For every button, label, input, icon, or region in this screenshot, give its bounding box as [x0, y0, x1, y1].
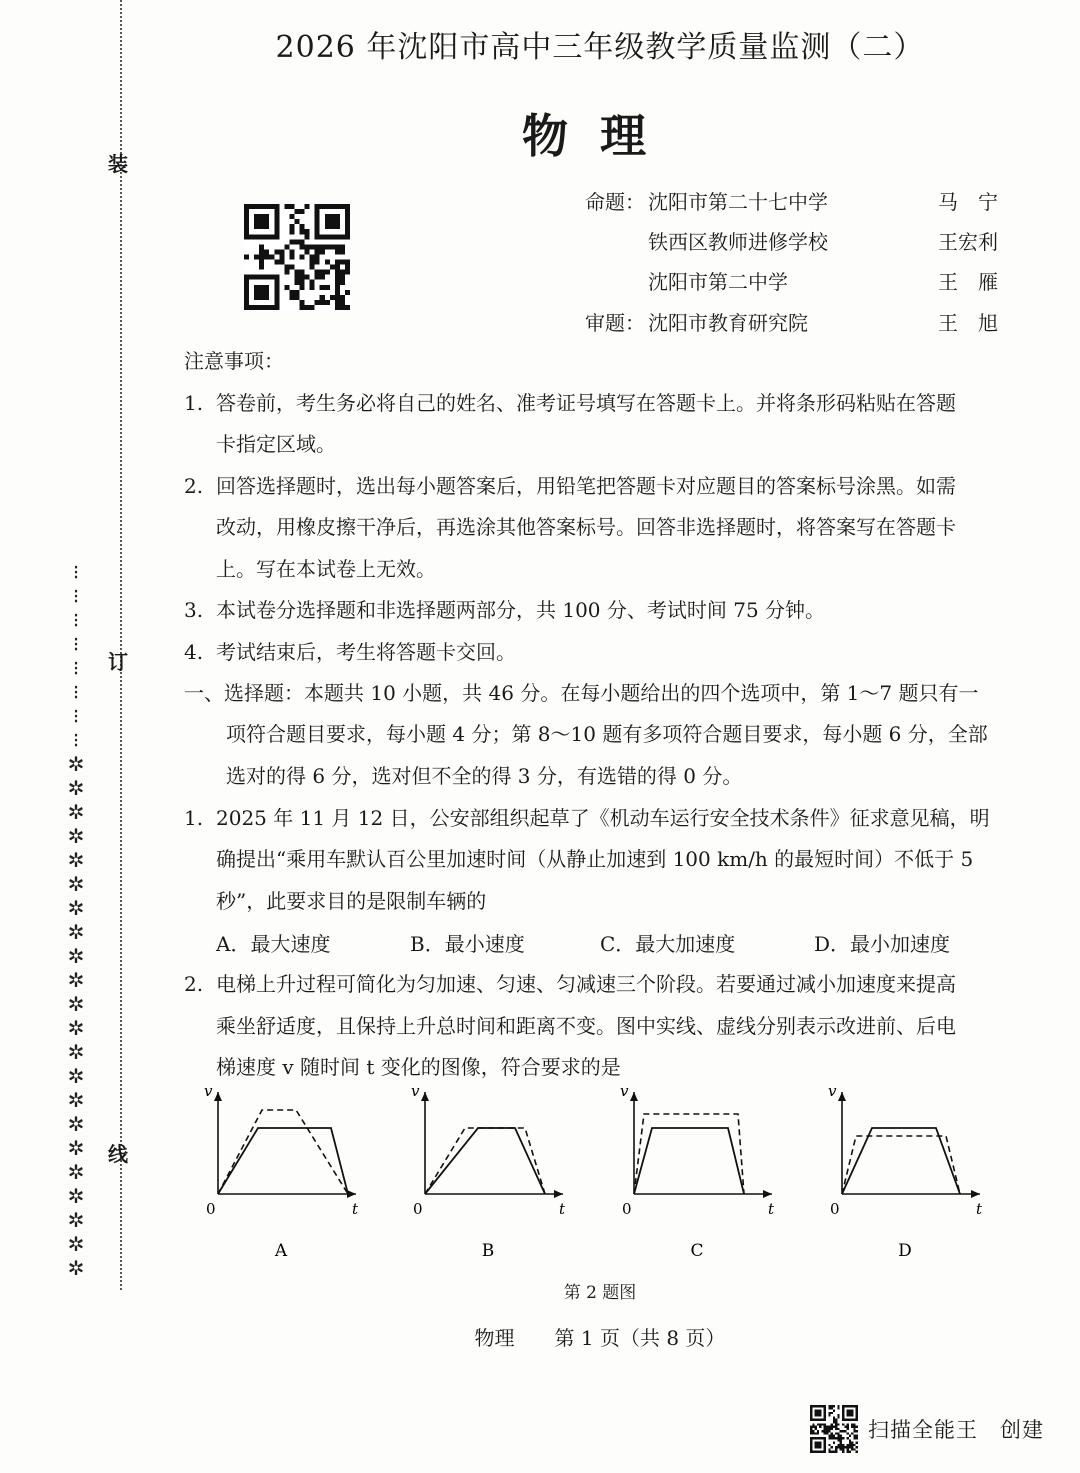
binding-gear-icon: ⁝	[72, 680, 80, 704]
credit-name: 马 宁	[938, 190, 998, 214]
dashed-line-after	[218, 1110, 348, 1194]
credit-org: 沈阳市第二十七中学	[648, 190, 828, 214]
question-line: 乘坐舒适度，且保持上升总时间和距离不变。图中实线、虚线分别表示改进前、后电	[216, 1014, 956, 1038]
x-axis-arrow-icon	[347, 1190, 356, 1198]
dashed-line-after	[425, 1128, 545, 1194]
binding-gear-icon: ✲	[67, 968, 85, 992]
binding-gear-icon: ✲	[67, 992, 85, 1016]
y-axis-arrow-icon	[214, 1092, 222, 1101]
binding-gear-icon: ✲	[67, 752, 85, 776]
binding-gear-icon: ✲	[67, 920, 85, 944]
credit-org: 沈阳市教育研究院	[648, 311, 808, 335]
binding-gear-icon: ✲	[67, 1064, 85, 1088]
axis-label-t: t	[559, 1200, 566, 1218]
note-line: 考试结束后，考生将答题卡交回。	[216, 640, 516, 664]
question-line: 梯速度 v 随时间 t 变化的图像，符合要求的是	[216, 1055, 621, 1079]
y-axis-arrow-icon	[630, 1092, 638, 1101]
binding-gear-icon: ⁝	[72, 656, 80, 680]
binding-gear-icon: ✲	[67, 824, 85, 848]
option-d: D．最小加速度	[814, 932, 951, 956]
exam-title: 2026 年沈阳市高中三年级教学质量监测（二）	[275, 30, 925, 65]
binding-gear-icon: ⁝	[72, 560, 80, 584]
question-line: 电梯上升过程可简化为匀加速、匀速、匀减速三个阶段。若要通过减小加速度来提高	[216, 972, 956, 996]
scanner-watermark	[810, 1405, 1044, 1453]
credit-org: 沈阳市第二中学	[648, 270, 788, 294]
qr-code-icon	[244, 204, 350, 310]
note-line: 上。写在本试卷上无效。	[216, 557, 436, 581]
binding-char-ding: 订	[108, 650, 128, 674]
x-axis-arrow-icon	[763, 1190, 772, 1198]
credit-name: 王 旭	[938, 311, 998, 335]
solid-line-before	[218, 1128, 348, 1194]
watermark-text: 扫描全能王 创建	[868, 1418, 1044, 1442]
note-line: 改动，用橡皮擦干净后，再选涂其他答案标号。回答非选择题时，将答案写在答题卡	[216, 515, 956, 539]
credit-name: 王宏利	[938, 230, 998, 254]
section-line: 选对的得 6 分，选对但不全的得 3 分，有选错的得 0 分。	[226, 764, 743, 788]
binding-gear-icon: ⁝	[72, 608, 80, 632]
figure-label: B	[481, 1241, 495, 1261]
axis-label-v: v	[620, 1082, 629, 1100]
note-number: 3.	[184, 598, 204, 622]
subject-title: 物理	[522, 109, 678, 163]
notes-title: 注意事项：	[184, 349, 284, 373]
figure-b	[403, 1082, 573, 1262]
axis-label-v: v	[411, 1082, 420, 1100]
axis-label-v: v	[828, 1082, 837, 1100]
binding-gear-icon: ✲	[67, 1040, 85, 1064]
x-axis-arrow-icon	[554, 1190, 563, 1198]
credit-name: 王 雁	[938, 270, 998, 294]
binding-gear-icon: ✲	[67, 848, 85, 872]
binding-gear-icon: ✲	[67, 1232, 85, 1256]
option-c: C．最大加速度	[600, 932, 736, 956]
binding-gear-icon: ✲	[67, 872, 85, 896]
figure-a	[196, 1082, 366, 1262]
binding-gear-icon: ✲	[67, 944, 85, 968]
figure-c	[612, 1082, 782, 1262]
question-number: 2.	[184, 972, 204, 996]
binding-char-xian: 线	[108, 1142, 128, 1166]
binding-gear-icon: ✲	[67, 1160, 85, 1184]
binding-gear-icon: ✲	[67, 1208, 85, 1232]
solid-line-before	[634, 1128, 744, 1194]
binding-gear-icon: ⁝	[72, 584, 80, 608]
origin-label: 0	[622, 1200, 632, 1218]
credit-org: 铁西区教师进修学校	[648, 230, 828, 254]
binding-gear-icon: ✲	[67, 1256, 85, 1280]
figure-label: D	[898, 1241, 912, 1261]
axis-label-t: t	[976, 1200, 983, 1218]
binding-margin	[0, 0, 140, 1473]
binding-gear-icon: ✲	[67, 1184, 85, 1208]
proposition-label: 命题：	[585, 190, 645, 214]
binding-dotted-line	[120, 0, 122, 1290]
x-axis-arrow-icon	[971, 1190, 980, 1198]
dashed-line-after	[634, 1114, 744, 1194]
note-line: 本试卷分选择题和非选择题两部分，共 100 分、考试时间 75 分钟。	[216, 598, 826, 622]
binding-gear-icon: ✲	[67, 1136, 85, 1160]
y-axis-arrow-icon	[838, 1092, 846, 1101]
option-a: A．最大速度	[216, 932, 331, 956]
note-number: 2.	[184, 474, 204, 498]
binding-gear-icon: ✲	[67, 1112, 85, 1136]
option-b: B．最小速度	[410, 932, 525, 956]
binding-gear-icon: ⁝	[72, 632, 80, 656]
binding-gear-icon: ✲	[67, 1016, 85, 1040]
solid-line-before	[842, 1128, 960, 1194]
note-number: 1.	[184, 391, 204, 415]
binding-gear-icon: ✲	[67, 896, 85, 920]
figure-caption: 第 2 题图	[563, 1283, 637, 1303]
origin-label: 0	[206, 1200, 216, 1218]
binding-gear-icon: ⁝	[72, 728, 80, 752]
axis-label-t: t	[352, 1200, 359, 1218]
watermark-qr-icon	[810, 1405, 858, 1453]
section-line: 项符合题目要求，每小题 4 分；第 8～10 题有多项符合题目要求，每小题 6 分，全部	[226, 722, 988, 746]
question-line: 确提出“乘用车默认百公里加速时间（从静止加速到 100 km/h 的最短时间）不低于 5	[216, 847, 974, 871]
note-number: 4.	[184, 640, 204, 664]
question-number: 1.	[184, 806, 204, 830]
question-line: 2025 年 11 月 12 日，公安部组织起草了《机动车运行安全技术条件》征求意见稿，明	[216, 806, 990, 830]
origin-label: 0	[830, 1200, 840, 1218]
review-label: 审题：	[585, 311, 645, 335]
note-line: 答卷前，考生务必将自己的姓名、准考证号填写在答题卡上。并将条形码粘贴在答题	[216, 391, 956, 415]
binding-gear-icon: ✲	[67, 800, 85, 824]
page-footer: 物理 第 1 页（共 8 页）	[474, 1326, 726, 1350]
y-axis-arrow-icon	[421, 1092, 429, 1101]
solid-line-before	[425, 1128, 545, 1194]
binding-gear-icon: ⁝	[72, 704, 80, 728]
note-line: 卡指定区域。	[216, 432, 336, 456]
figure-d	[820, 1082, 990, 1262]
question-line: 秒”，此要求目的是限制车辆的	[216, 889, 487, 913]
note-line: 回答选择题时，选出每小题答案后，用铅笔把答题卡对应题目的答案标号涂黑。如需	[216, 474, 956, 498]
axis-label-v: v	[204, 1082, 213, 1100]
binding-gear-icon: ✲	[67, 776, 85, 800]
figure-label: A	[274, 1241, 288, 1261]
section-line: 一、选择题：本题共 10 小题，共 46 分。在每小题给出的四个选项中，第 1～7 题只有一	[184, 681, 979, 705]
binding-gear-strip	[64, 560, 88, 1280]
binding-gear-icon: ✲	[67, 1088, 85, 1112]
binding-char-zhuang: 装	[108, 152, 128, 176]
figure-label: C	[690, 1241, 704, 1261]
origin-label: 0	[413, 1200, 423, 1218]
axis-label-t: t	[768, 1200, 775, 1218]
